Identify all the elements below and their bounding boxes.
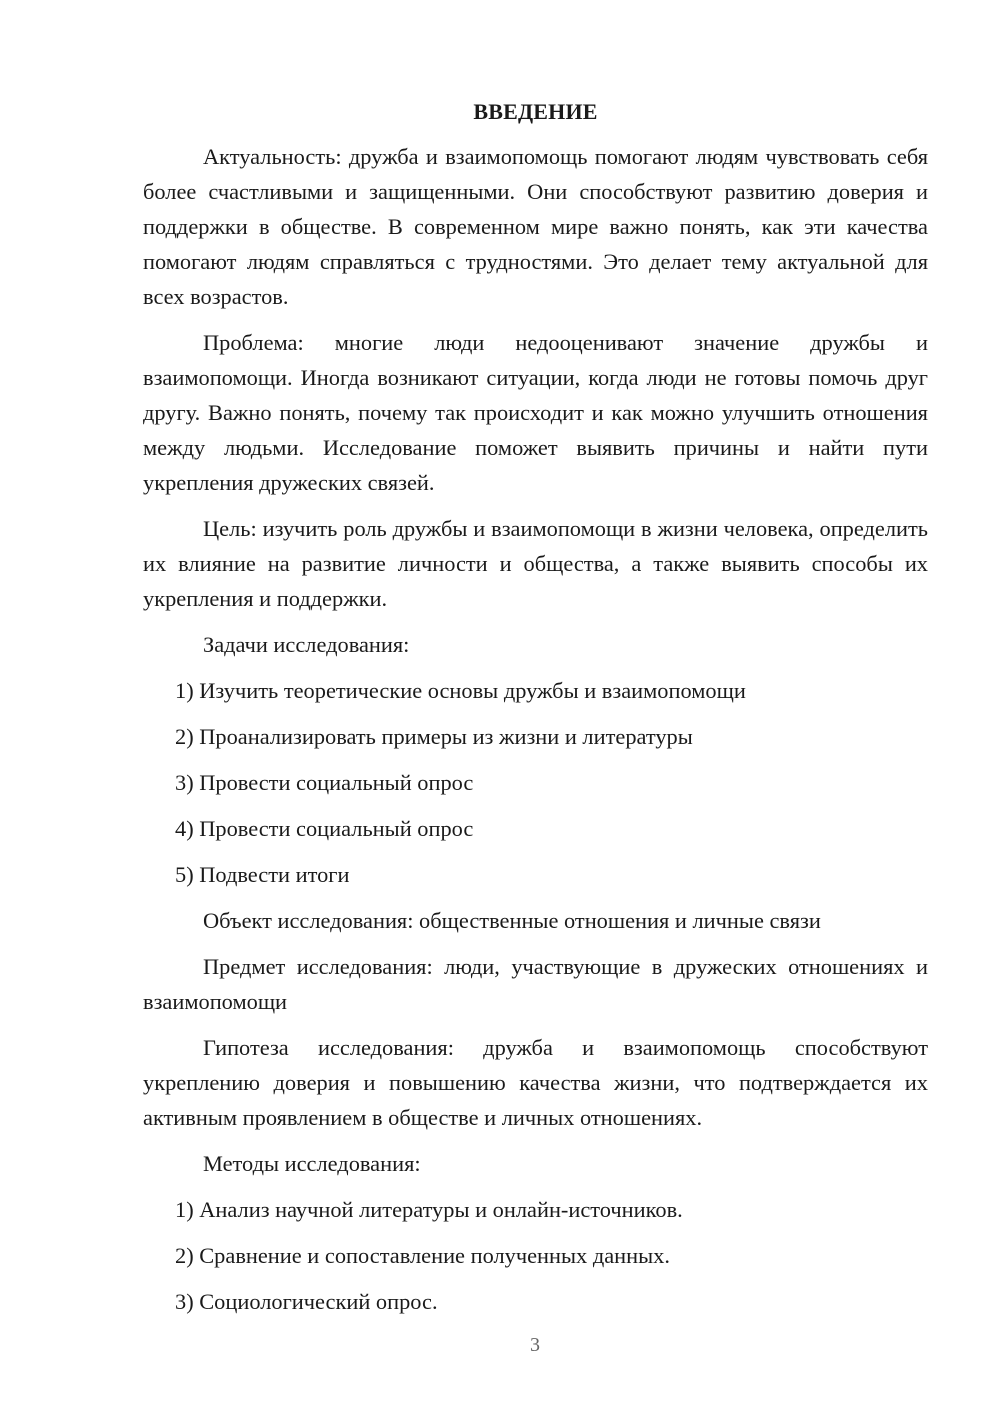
task-item-1: 1) Изучить теоретические основы дружбы и взаимопомощи	[175, 678, 746, 703]
relevance-paragraph: Актуальность: дружба и взаимопомощь помогают людям чувствовать себя более счастливыми и защищенными. Они способствуют развитию доверия и поддержки в обществе. В современном мире важно понять, как эти качества помогают людям справляться с трудностями. Это делает тему актуальной для всех возрастов.	[143, 144, 928, 309]
page-number: 3	[530, 1334, 540, 1356]
method-item-2: 2) Сравнение и сопоставление полученных данных.	[175, 1243, 670, 1268]
task-item-5: 5) Подвести итоги	[175, 862, 350, 887]
task-item-4: 4) Провести социальный опрос	[175, 816, 474, 841]
tasks-heading: Задачи исследования:	[203, 632, 410, 657]
hypothesis-paragraph: Гипотеза исследования: дружба и взаимопомощь способствуют укреплению доверия и повышению качества жизни, что подтверждается их активным проявлением в обществе и личных отношениях.	[143, 1035, 928, 1130]
object-paragraph: Объект исследования: общественные отношения и личные связи	[203, 908, 821, 933]
subject-paragraph: Предмет исследования: люди, участвующие в дружеских отношениях и взаимопомощи	[143, 954, 928, 1014]
method-item-3: 3) Социологический опрос.	[175, 1289, 438, 1314]
goal-paragraph: Цель: изучить роль дружбы и взаимопомощи в жизни человека, определить их влияние на развитие личности и общества, а также выявить способы их укрепления и поддержки.	[143, 516, 928, 611]
method-item-1: 1) Анализ научной литературы и онлайн-источников.	[175, 1197, 683, 1222]
document-page	[143, 94, 928, 1330]
page-title: ВВЕДЕНИЕ	[473, 99, 598, 124]
methods-heading: Методы исследования:	[203, 1151, 421, 1176]
task-item-2: 2) Проанализировать примеры из жизни и литературы	[175, 724, 693, 749]
task-item-3: 3) Провести социальный опрос	[175, 770, 474, 795]
problem-paragraph: Проблема: многие люди недооценивают значение дружбы и взаимопомощи. Иногда возникают ситуации, когда люди не готовы помочь друг другу. Важно понять, почему так происходит и как можно улучшить отношения между людьми. Исследование поможет выявить причины и найти пути укрепления дружеских связей.	[143, 330, 928, 495]
